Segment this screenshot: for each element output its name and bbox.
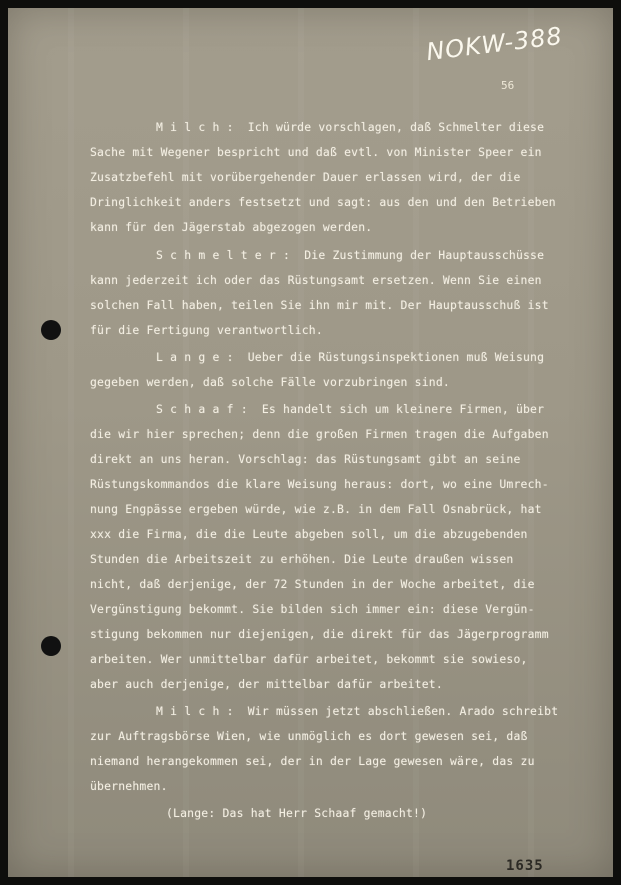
text-line: S c h m e l t e r : Die Zustimmung der Hauptausschüsse xyxy=(156,248,545,262)
text-line: stigung bekommen nur diejenigen, die direkt für das Jägerprogramm xyxy=(90,627,549,641)
page-number: 56 xyxy=(501,79,515,92)
text-line: übernehmen. xyxy=(90,779,168,793)
text-line: xxx die Firma, die die Leute abgeben soll, um die abzugebenden xyxy=(90,527,528,541)
text-line: kann jederzeit ich oder das Rüstungsamt ersetzen. Wenn Sie einen xyxy=(90,273,542,287)
text-line: S c h a a f : Es handelt sich um kleinere Firmen, über xyxy=(156,402,545,416)
text-line: aber auch derjenige, der mittelbar dafür arbeitet. xyxy=(90,677,443,691)
text-line: nicht, daß derjenige, der 72 Stunden in der Woche arbeitet, die xyxy=(90,577,535,591)
handwritten-document-id: NOKW-388 xyxy=(424,21,565,67)
text-line: gegeben werden, daß solche Fälle vorzubringen sind. xyxy=(90,375,450,389)
text-line: direkt an uns heran. Vorschlag: das Rüstungsamt gibt an seine xyxy=(90,452,521,466)
text-line: Stunden die Arbeitszeit zu erhöhen. Die Leute draußen wissen xyxy=(90,552,514,566)
text-line: niemand herangekommen sei, der in der Lage gewesen wäre, das zu xyxy=(90,754,535,768)
text-line: M i l c h : Ich würde vorschlagen, daß Schmelter diese xyxy=(156,120,545,134)
text-line: (Lange: Das hat Herr Schaaf gemacht!) xyxy=(166,806,428,820)
text-line: Zusatzbefehl mit vorübergehender Dauer erlassen wird, der die xyxy=(90,170,521,184)
text-line: Rüstungskommandos die klare Weisung heraus: dort, wo eine Umrech- xyxy=(90,477,549,491)
text-line: solchen Fall haben, teilen Sie ihn mir mit. Der Hauptausschuß ist xyxy=(90,298,549,312)
text-line: nung Engpässe ergeben würde, wie z.B. in dem Fall Osnabrück, hat xyxy=(90,502,542,516)
punch-hole-top xyxy=(41,320,61,340)
text-line: die wir hier sprechen; denn die großen Firmen tragen die Aufgaben xyxy=(90,427,549,441)
text-line: Sache mit Wegener bespricht und daß evtl. von Minister Speer ein xyxy=(90,145,542,159)
text-line: arbeiten. Wer unmittelbar dafür arbeitet, bekommt sie sowieso, xyxy=(90,652,528,666)
text-line: Vergünstigung bekommt. Sie bilden sich immer ein: diese Vergün- xyxy=(90,602,535,616)
text-line: zur Auftragsbörse Wien, wie unmöglich es dort gewesen sei, daß xyxy=(90,729,528,743)
punch-hole-bottom xyxy=(41,636,61,656)
text-line: L a n g e : Ueber die Rüstungsinspektionen muß Weisung xyxy=(156,350,545,364)
document-page xyxy=(8,8,613,877)
text-line: kann für den Jägerstab abgezogen werden. xyxy=(90,220,373,234)
archive-stamp-number: 1635 xyxy=(506,858,544,874)
text-line: für die Fertigung verantwortlich. xyxy=(90,323,323,337)
text-line: M i l c h : Wir müssen jetzt abschließen. Arado schreibt xyxy=(156,704,559,718)
text-line: Dringlichkeit anders festsetzt und sagt: aus den und den Betrieben xyxy=(90,195,556,209)
